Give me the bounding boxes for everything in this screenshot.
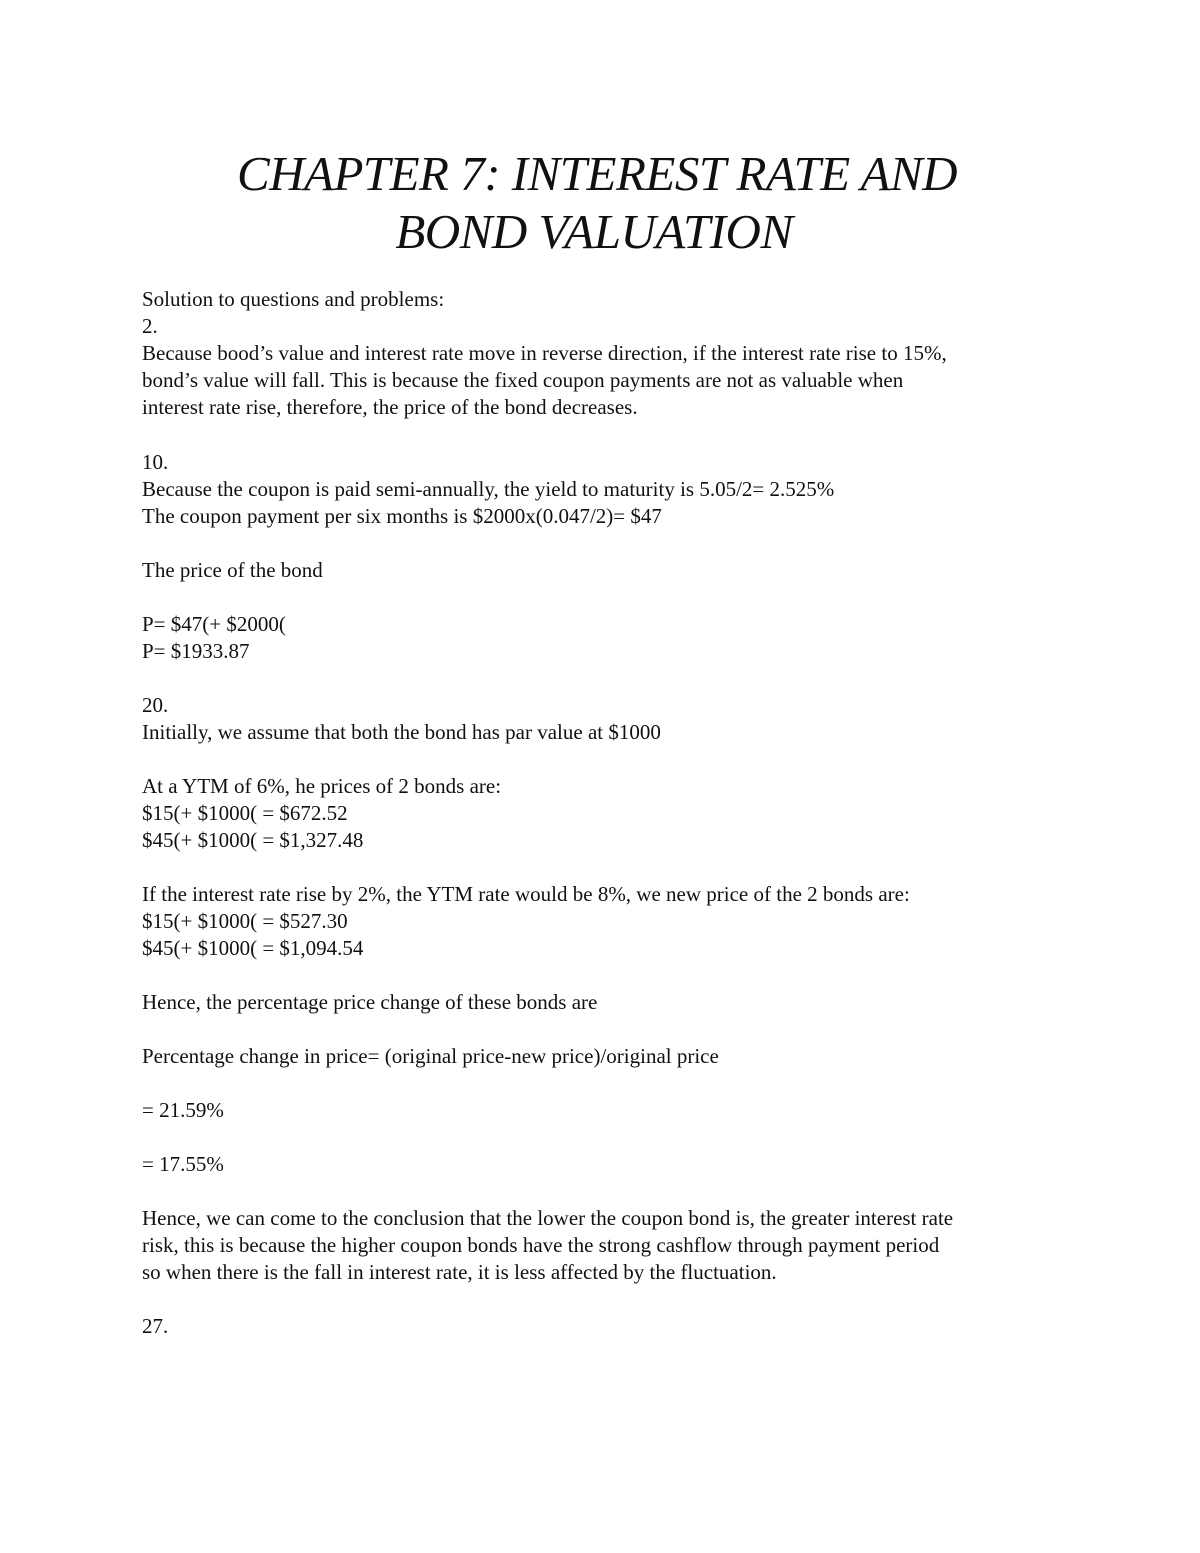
question-20-conclusion-line-3: so when there is the fall in interest rate, it is less affected by the fluctuation. <box>142 1260 777 1284</box>
question-20-conclusion-line-2: risk, this is because the higher coupon bonds have the strong cashflow through payment period <box>142 1233 940 1257</box>
question-10-result: P= $1933.87 <box>142 639 250 663</box>
question-2-line-1: Because bood’s value and interest rate move in reverse direction, if the interest rate rise to 15%, <box>142 341 947 365</box>
question-10-number: 10. <box>142 450 169 474</box>
question-27-number: 27. <box>142 1314 169 1338</box>
question-20-change-formula: Percentage change in price= (original price-new price)/original price <box>142 1044 719 1068</box>
chapter-title-line1: CHAPTER 7: INTEREST RATE AND <box>236 146 958 201</box>
question-20-number: 20. <box>142 693 169 717</box>
question-20-change-2: = 17.55% <box>142 1152 224 1176</box>
question-20-ytm8-bond2: $45(+ $1000( = $1,094.54 <box>142 936 364 960</box>
question-10-ytm-line: Because the coupon is paid semi-annually, the yield to maturity is 5.05/2= 2.525% <box>142 477 835 501</box>
question-20-change-heading: Hence, the percentage price change of these bonds are <box>142 990 598 1014</box>
question-2-number: 2. <box>142 314 158 338</box>
question-10-formula: P= $47(+ $2000( <box>142 612 286 636</box>
question-20-ytm6-bond2: $45(+ $1000( = $1,327.48 <box>142 828 364 852</box>
question-10-price-heading: The price of the bond <box>142 558 323 582</box>
question-2-line-2: bond’s value will fall. This is because the fixed coupon payments are not as valuable when <box>142 368 904 392</box>
question-20-conclusion-line-1: Hence, we can come to the conclusion that the lower the coupon bond is, the greater interest rate <box>142 1206 954 1230</box>
question-20-ytm6-heading: At a YTM of 6%, he prices of 2 bonds are: <box>142 774 502 798</box>
question-20-ytm8-bond1: $15(+ $1000( = $527.30 <box>142 909 348 933</box>
intro-text: Solution to questions and problems: <box>142 287 445 311</box>
chapter-title-line2: BOND VALUATION <box>395 204 793 259</box>
question-20-ytm6-bond1: $15(+ $1000( = $672.52 <box>142 801 348 825</box>
question-20-ytm8-heading: If the interest rate rise by 2%, the YTM rate would be 8%, we new price of the 2 bonds are: <box>142 882 910 906</box>
question-20-change-1: = 21.59% <box>142 1098 224 1122</box>
question-2-line-3: interest rate rise, therefore, the price of the bond decreases. <box>142 395 638 419</box>
question-20-assumption: Initially, we assume that both the bond has par value at $1000 <box>142 720 661 744</box>
question-10-coupon-line: The coupon payment per six months is $2000x(0.047/2)= $47 <box>142 504 662 528</box>
